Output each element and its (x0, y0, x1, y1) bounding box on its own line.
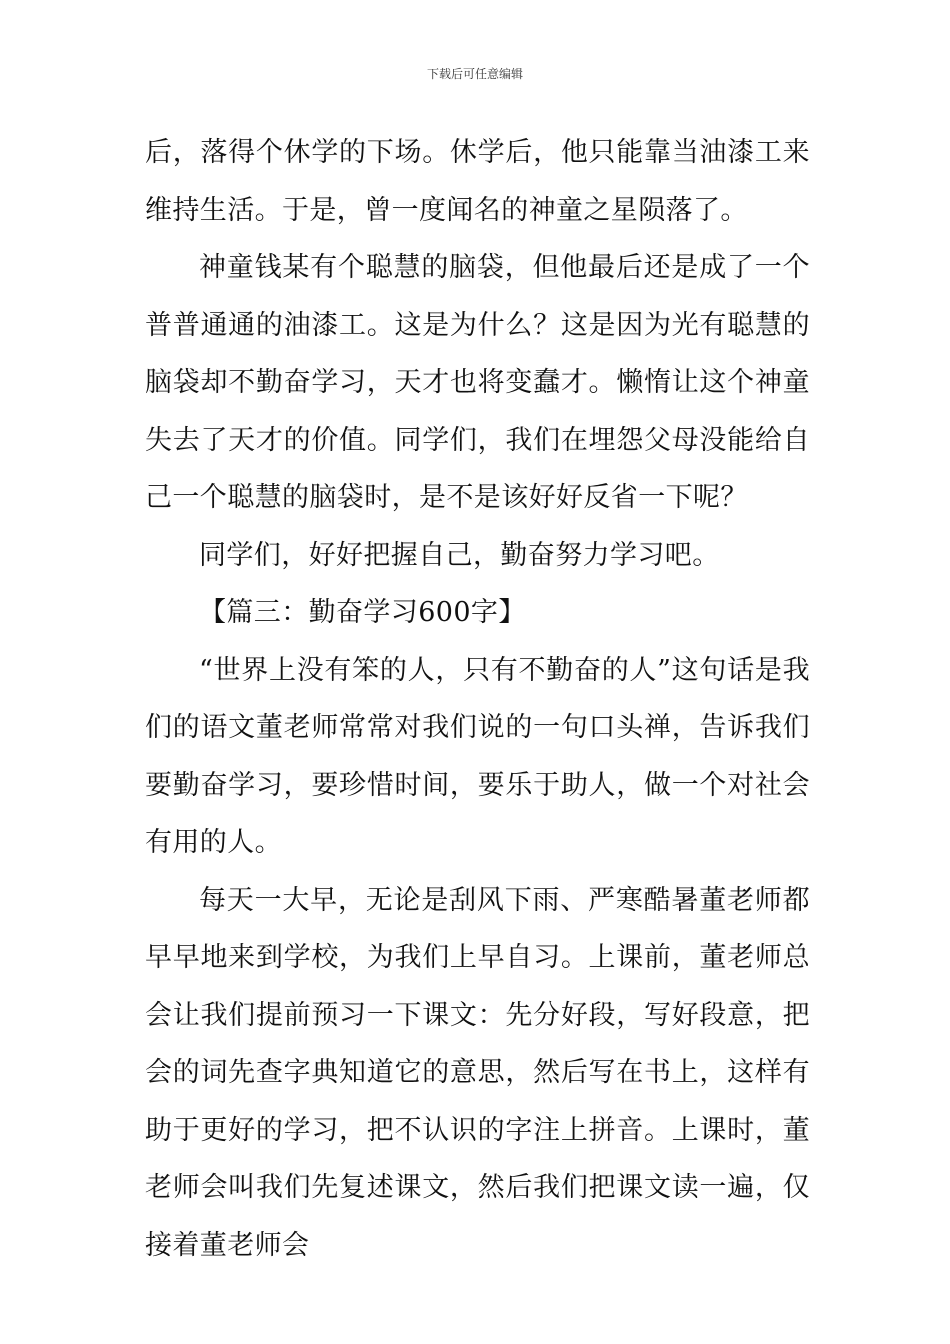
paragraph-1: 后，落得个休学的下场。休学后，他只能靠当油漆工来维持生活。于是，曾一度闻名的神童之星陨落了。 (145, 137, 810, 226)
paragraph-4: “世界上没有笨的人，只有不勤奋的人”这句话是我们的语文董老师常常对我们说的一句口头禅，告诉我们要勤奋学习，要珍惜时间，要乐于助人，做一个对社会有用的人。 (145, 654, 810, 858)
section-heading: 【篇三：勤奋学习600字】 (199, 597, 526, 628)
document-body (145, 124, 810, 1274)
paragraph-2: 神童钱某有个聪慧的脑袋，但他最后还是成了一个普普通通的油漆工。这是为什么？这是因为光有聪慧的脑袋却不勤奋学习，天才也将变蠢才。懒惰让这个神童失去了天才的价值。同学们，我们在埋怨父母没能给自己一个聪慧的脑袋时，是不是该好好反省一下呢？ (145, 252, 810, 513)
page-header: 下载后可任意编辑 (426, 67, 523, 81)
paragraph-5: 每天一大早，无论是刮风下雨、严寒酷暑董老师都早早地来到学校，为我们上早自习。上课前，董老师总会让我们提前预习一下课文：先分好段，写好段意，把会的词先查字典知道它的意思，然后写在书上，这样有助于更好的学习，把不认识的字注上拼音。上课时，董老师会叫我们先复述课文，然后我们把课文读一遍，仅接着董老师会 (145, 884, 810, 1261)
paragraph-3: 同学们，好好把握自己，勤奋努力学习吧。 (199, 539, 720, 571)
